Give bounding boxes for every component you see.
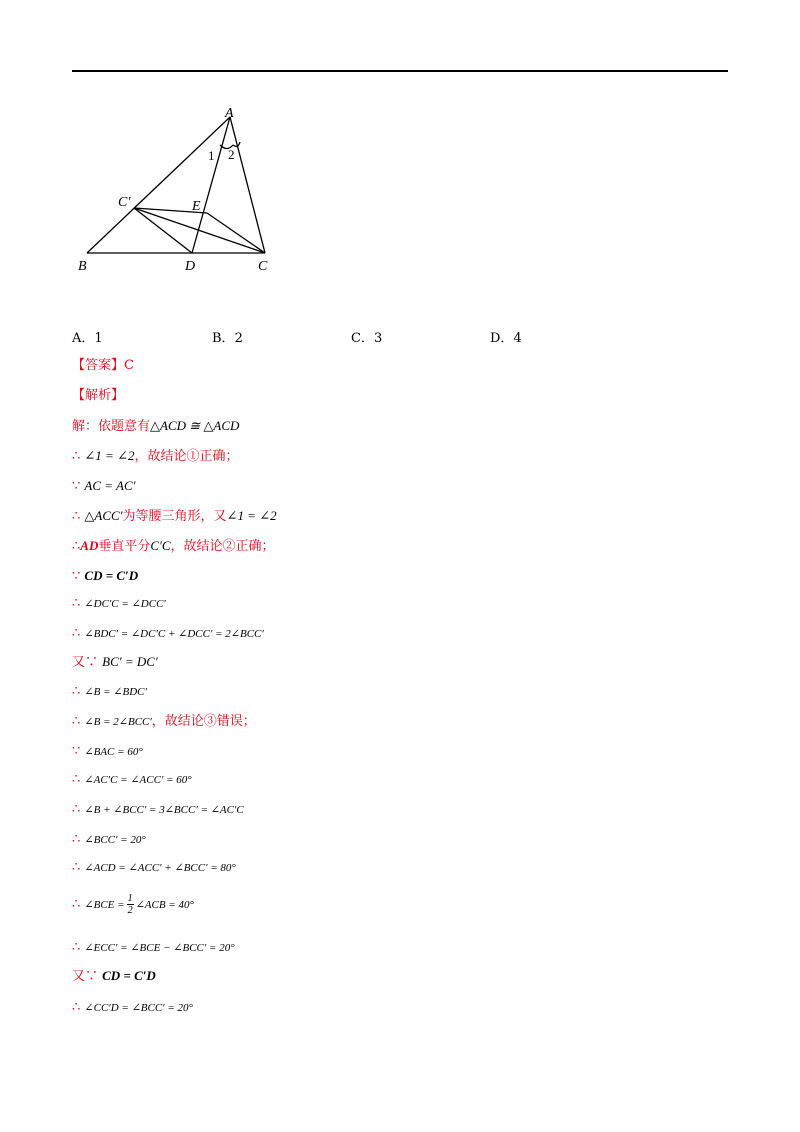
step-3: ∴ △ACC′为等腰三角形，又∠1 = ∠2	[72, 508, 277, 524]
label-A: A	[225, 106, 234, 121]
choice-d[interactable]: D．4	[490, 331, 522, 346]
step-7: ∴ ∠BDC′ = ∠DC′C + ∠DCC′ = 2∠BCC′	[72, 626, 264, 641]
step-13: ∴ ∠B + ∠BCC′ = 3∠BCC′ = ∠AC′C	[72, 802, 244, 817]
analysis-label: 【解析】	[72, 388, 125, 403]
answer-value: C	[124, 358, 134, 373]
answer-label: 【答案】	[72, 358, 125, 373]
step-14: ∴ ∠BCC′ = 20°	[72, 832, 146, 847]
step-18: 又∵ CD = C′D	[72, 968, 156, 984]
answer-line	[72, 356, 134, 376]
segment-CpD	[134, 208, 192, 253]
label-D: D	[185, 259, 196, 274]
step-16: ∴ ∠BCE = $\frac{1}{2}$ ∠ACB = 40°	[72, 893, 194, 916]
step-1: ∴ ∠1 = ∠2，故结论①正确；	[72, 448, 239, 464]
geometry-figure	[72, 100, 312, 280]
step-2: ∵ AC = AC′	[72, 478, 136, 494]
step-15: ∴ ∠ACD = ∠ACC′ + ∠BCC′ = 80°	[72, 860, 236, 875]
header-rule	[72, 70, 728, 72]
label-E: E	[192, 199, 201, 214]
step-9: ∴ ∠B = ∠BDC′	[72, 684, 147, 699]
label-B: B	[78, 259, 87, 274]
label-angle-1: 1	[208, 148, 215, 163]
step-4: ∴AD垂直平分C′C，故结论②正确；	[72, 538, 275, 554]
choice-c[interactable]: C．3	[351, 331, 383, 346]
segment-AB	[87, 117, 230, 253]
fraction-one-half: $\frac{1}{2}$	[127, 893, 133, 916]
step-11: ∵ ∠BAC = 60°	[72, 744, 143, 759]
step-10: ∴ ∠B = 2∠BCC′，故结论③错误；	[72, 714, 256, 729]
choice-list	[72, 327, 672, 349]
step-0: 解：依题意有△ACD ≅ △ACD	[72, 418, 240, 434]
segment-CpC	[134, 208, 265, 253]
step-17: ∴ ∠ECC′ = ∠BCE − ∠BCC′ = 20°	[72, 940, 235, 955]
step-5: ∵ CD = C′D	[72, 568, 139, 584]
step-8: 又∵ BC′ = DC′	[72, 654, 158, 670]
label-Cp: C′	[118, 195, 131, 210]
segment-AD	[192, 117, 230, 253]
step-6: ∴ ∠DC′C = ∠DCC′	[72, 596, 166, 611]
choice-b[interactable]: B．2	[212, 331, 243, 346]
choice-a[interactable]: A．1	[72, 331, 103, 346]
label-C: C	[258, 259, 268, 274]
step-12: ∴ ∠AC′C = ∠ACC′ = 60°	[72, 772, 192, 787]
label-angle-2: 2	[228, 147, 235, 162]
step-19: ∴ ∠CC′D = ∠BCC′ = 20°	[72, 1000, 193, 1015]
